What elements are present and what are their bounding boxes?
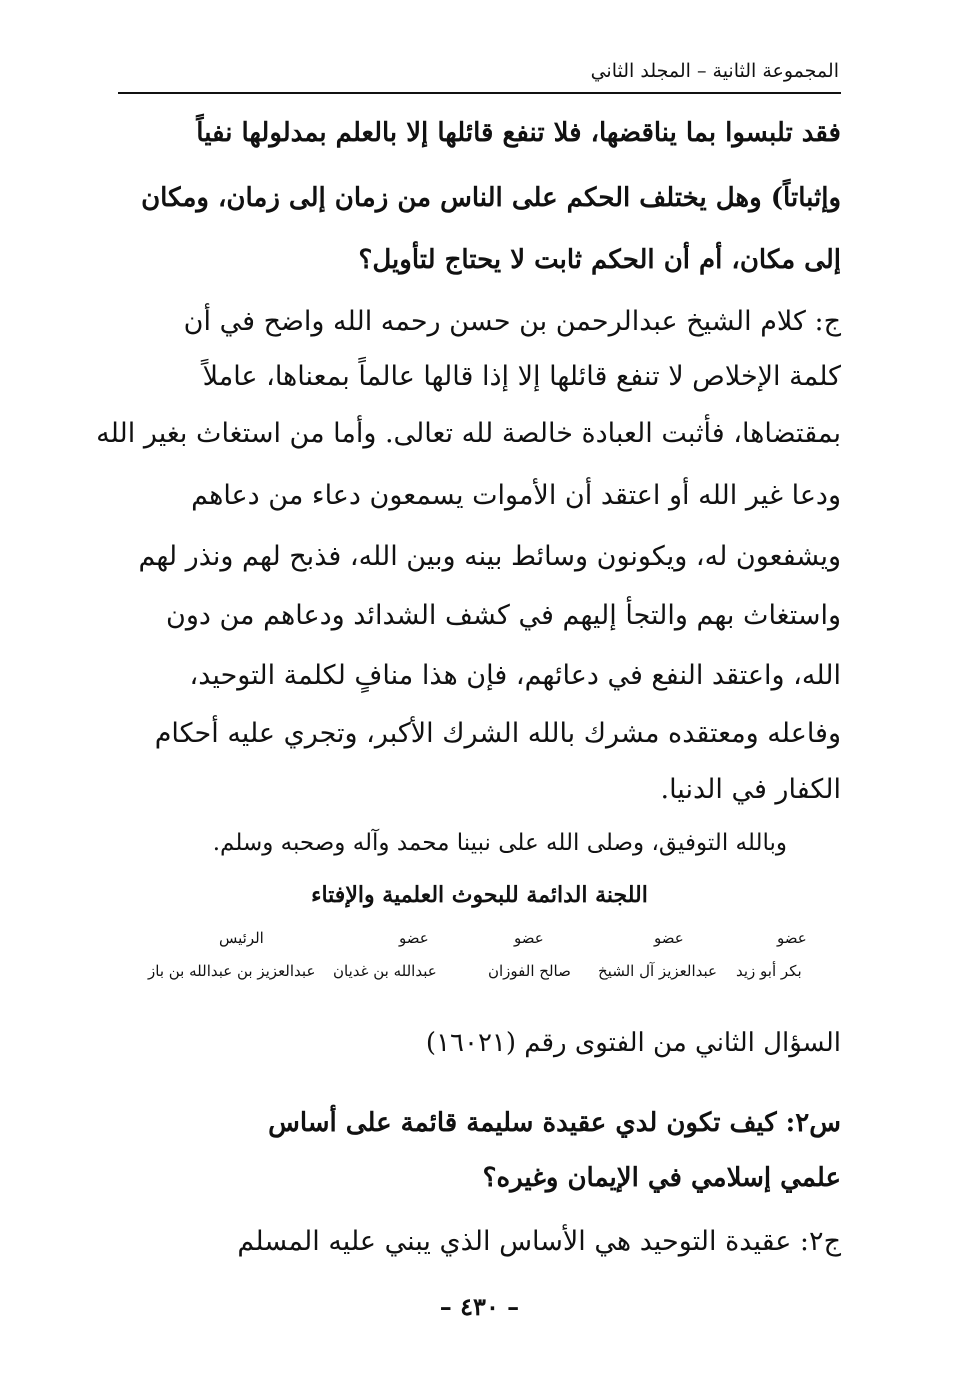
question1-line: فقد تلبسوا بما يناقضها، فلا تنفع قائلها إلا بالعلم بمدلولها نفياً bbox=[196, 118, 841, 148]
question1-line: إلى مكان، أم أن الحكم ثابت لا يحتاج لتأويل؟ bbox=[358, 245, 841, 275]
member-name: عبدالله بن غديان bbox=[333, 962, 437, 980]
question1-line: وإثباتاً) وهل يختلف الحكم على الناس من زمان إلى زمان، ومكان bbox=[141, 183, 841, 213]
member-name: عبدالعزيز آل الشيخ bbox=[598, 962, 717, 980]
member-role: عضو bbox=[654, 929, 684, 947]
member-role: عضو bbox=[777, 929, 807, 947]
answer1-line: بمقتضاها، فأثبت العبادة خالصة لله تعالى. وأما من استغاث بغير الله bbox=[96, 418, 841, 449]
page-number: – ٤٣٠ – bbox=[439, 1292, 520, 1321]
member-name: عبدالعزيز بن عبدالله بن باز bbox=[148, 962, 316, 980]
member-role: عضو bbox=[399, 929, 429, 947]
running-header: المجموعة الثانية – المجلد الثاني bbox=[590, 60, 839, 82]
answer1-line: ج: كلام الشيخ عبدالرحمن بن حسن رحمه الله واضح في أن bbox=[183, 306, 841, 337]
answer1-line: واستغاث بهم والتجأ إليهم في كشف الشدائد ودعاهم من دون bbox=[166, 600, 841, 631]
question2-line: علمي إسلامي في الإيمان وغيره؟ bbox=[482, 1163, 841, 1193]
header-rule bbox=[118, 92, 841, 94]
member-role: عضو bbox=[514, 929, 544, 947]
answer1-line: كلمة الإخلاص لا تنفع قائلها إلا إذا قالها عالماً بمعناها، عاملاً bbox=[202, 361, 841, 392]
answer1-line: الكفار في الدنيا. bbox=[660, 774, 841, 805]
member-name: بكر أبو زيد bbox=[736, 962, 802, 980]
answer1-line: ويشفعون له، ويكونون وسائط بينه وبين الله، فذبح لهم ونذر لهم bbox=[138, 541, 841, 572]
question2-intro: السؤال الثاني من الفتوى رقم (١٦٠٢١) bbox=[425, 1028, 841, 1058]
answer1-line: الله، واعتقد النفع في دعائهم، فإن هذا منافٍ لكلمة التوحيد، bbox=[189, 660, 841, 691]
answer1-line: وفاعله ومعتقده مشرك بالله الشرك الأكبر، وتجري عليه أحكام bbox=[154, 718, 841, 749]
answer2-line: ج٢: عقيدة التوحيد هي الأساس الذي يبني عليه المسلم bbox=[237, 1226, 841, 1257]
answer1-line: ودعا غير الله أو اعتقد أن الأموات يسمعون دعاء من دعاهم bbox=[191, 480, 841, 511]
member-name: صالح الفوزان bbox=[488, 962, 571, 980]
committee-title: اللجنة الدائمة للبحوث العلمية والإفتاء bbox=[311, 882, 648, 908]
question2-line: س٢: كيف تكون لدي عقيدة سليمة قائمة على أساس bbox=[268, 1108, 841, 1138]
closing-statement: وبالله التوفيق، وصلى الله على نبينا محمد وآله وصحبه وسلم. bbox=[212, 830, 787, 856]
member-role: الرئيس bbox=[219, 929, 264, 947]
